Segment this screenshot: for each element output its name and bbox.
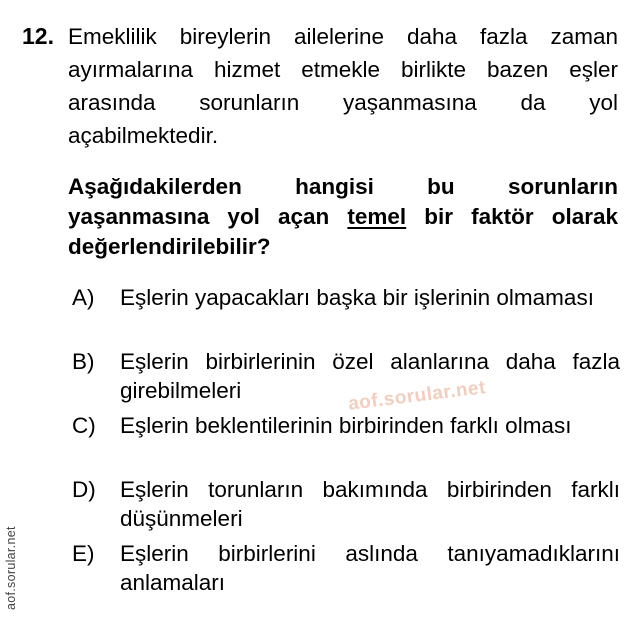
option-d-letter: D) xyxy=(72,477,96,502)
option-e[interactable] xyxy=(72,539,620,603)
option-d-text: Eşlerin torunların bakımında birbirinden farklı düşünmeleri xyxy=(120,477,620,531)
option-a[interactable] xyxy=(72,283,620,347)
option-b[interactable] xyxy=(72,347,620,411)
question-prompt-start: Aşağıdakilerden hangisi bu sorunların yaşanmasına yol açan xyxy=(68,174,618,229)
option-a-text: Eşlerin yapacakları başka bir işlerinin olmaması xyxy=(120,285,594,310)
option-d[interactable] xyxy=(72,475,620,539)
option-e-text: Eşlerin birbirlerini aslında tanıyamadıklarını anlamaları xyxy=(120,541,620,595)
answer-options xyxy=(72,283,620,603)
option-c[interactable] xyxy=(72,411,620,475)
option-a-letter: A) xyxy=(72,285,95,310)
question-stem: Emeklilik bireylerin ailelerine daha fazla zaman ayırmalarına hizmet etmekle birlikte bazen eşler arasında sorunların yaşanmasına da yol açabilmektedir. xyxy=(68,24,618,148)
watermark-center: aof.sorular.net xyxy=(347,377,487,415)
option-c-letter: C) xyxy=(72,413,96,438)
question-prompt-end: bir faktör olarak değerlendirilebilir? xyxy=(68,204,619,259)
option-e-letter: E) xyxy=(72,541,95,566)
option-b-letter: B) xyxy=(72,349,95,374)
question-prompt xyxy=(68,172,618,262)
option-c-text: Eşlerin beklentilerinin birbirinden farklı olması xyxy=(120,413,572,438)
question-prompt-emphasis: temel xyxy=(347,204,407,229)
option-b-text: Eşlerin birbirlerinin özel alanlarına daha fazla girebilmeleri xyxy=(120,349,620,403)
question-number: 12. xyxy=(22,23,54,49)
watermark-side: aof.sorular.net xyxy=(4,526,18,610)
